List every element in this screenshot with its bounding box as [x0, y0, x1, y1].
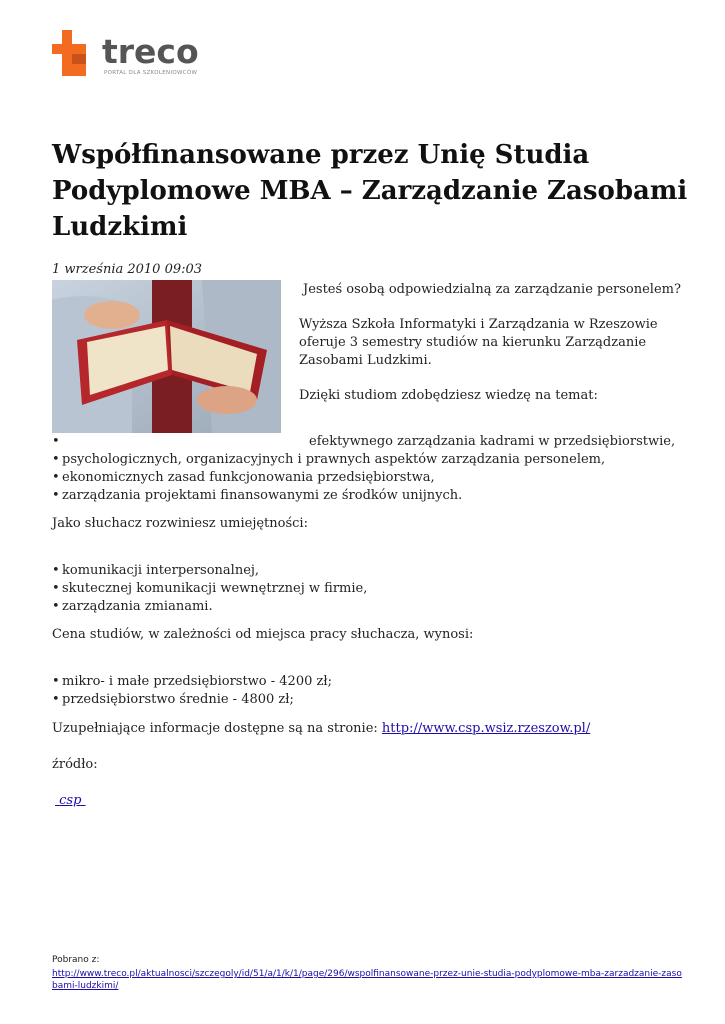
list-item: • efektywnego zarządzania kadrami w przedsiębiorstwie,	[52, 433, 675, 451]
footer-label: Pobrano z:	[52, 955, 100, 965]
footer-url-line	[52, 968, 682, 992]
treco-logo-mark	[52, 30, 92, 76]
article-title: Współfinansowane przez Unię Studia Podyplomowe MBA – Zarządzanie Zasobami Ludzkimi	[52, 140, 688, 242]
list-item: • zarządzania zmianami.	[52, 598, 367, 616]
list-item: • zarządzania projektami finansowanymi ze środków unijnych.	[52, 487, 675, 505]
knowledge-heading: Dzięki studiom zdobędziesz wiedzę na temat:	[299, 388, 598, 403]
list-item: • psychologicznych, organizacyjnych i prawnych aspektów zarządzania personelem,	[52, 451, 675, 469]
list-item: • komunikacji interpersonalnej,	[52, 562, 367, 580]
list-item: • ekonomicznych zasad funkcjonowania przedsiębiorstwa,	[52, 469, 675, 487]
treco-logo[interactable]	[52, 30, 212, 80]
knowledge-list	[52, 433, 675, 505]
source-link[interactable]: csp	[59, 793, 82, 808]
list-item: • przedsiębiorstwo średnie - 4800 zł;	[52, 691, 332, 709]
logo-tagline: PORTAL DLA SZKOLENIOWCÓW	[104, 70, 198, 76]
skills-list	[52, 562, 367, 616]
school-paragraph: Wyższa Szkoła Informatyki i Zarządzania w Rzeszowie oferuje 3 semestry studiów na kierunku Zarządzanie Zasobami Ludzkimi.	[299, 317, 658, 368]
info-text: Uzupełniające informacje dostępne są na stronie:	[52, 721, 378, 736]
intro-question: Jesteś osobą odpowiedzialną za zarządzanie personelem?	[303, 282, 681, 297]
info-link[interactable]: http://www.csp.wsiz.rzeszow.pl/	[381, 721, 591, 736]
article-date: 1 września 2010 09:03	[52, 262, 203, 277]
source-label: źródło:	[52, 757, 98, 772]
info-line	[52, 720, 590, 738]
price-list	[52, 673, 332, 709]
skills-heading: Jako słuchacz rozwiniesz umiejętności:	[52, 516, 308, 531]
list-item: • mikro- i małe przedsiębiorstwo - 4200 zł;	[52, 673, 332, 691]
logo-wordmark: treco	[102, 32, 199, 71]
source-link-line	[55, 792, 86, 810]
list-item: • skutecznej komunikacji wewnętrznej w firmie,	[52, 580, 367, 598]
article-photo-book	[52, 280, 281, 433]
footer-url-link[interactable]: http://www.treco.pl/aktualnosci/szczegoly/id/51/a/1/k/1/page/296/wspolfinansowane-przez-unie-studia-podyplomowe-mba-zarzadzanie-zasobami-ludzkimi/	[52, 969, 682, 991]
price-heading: Cena studiów, w zależności od miejsca pracy słuchacza, wynosi:	[52, 627, 474, 642]
